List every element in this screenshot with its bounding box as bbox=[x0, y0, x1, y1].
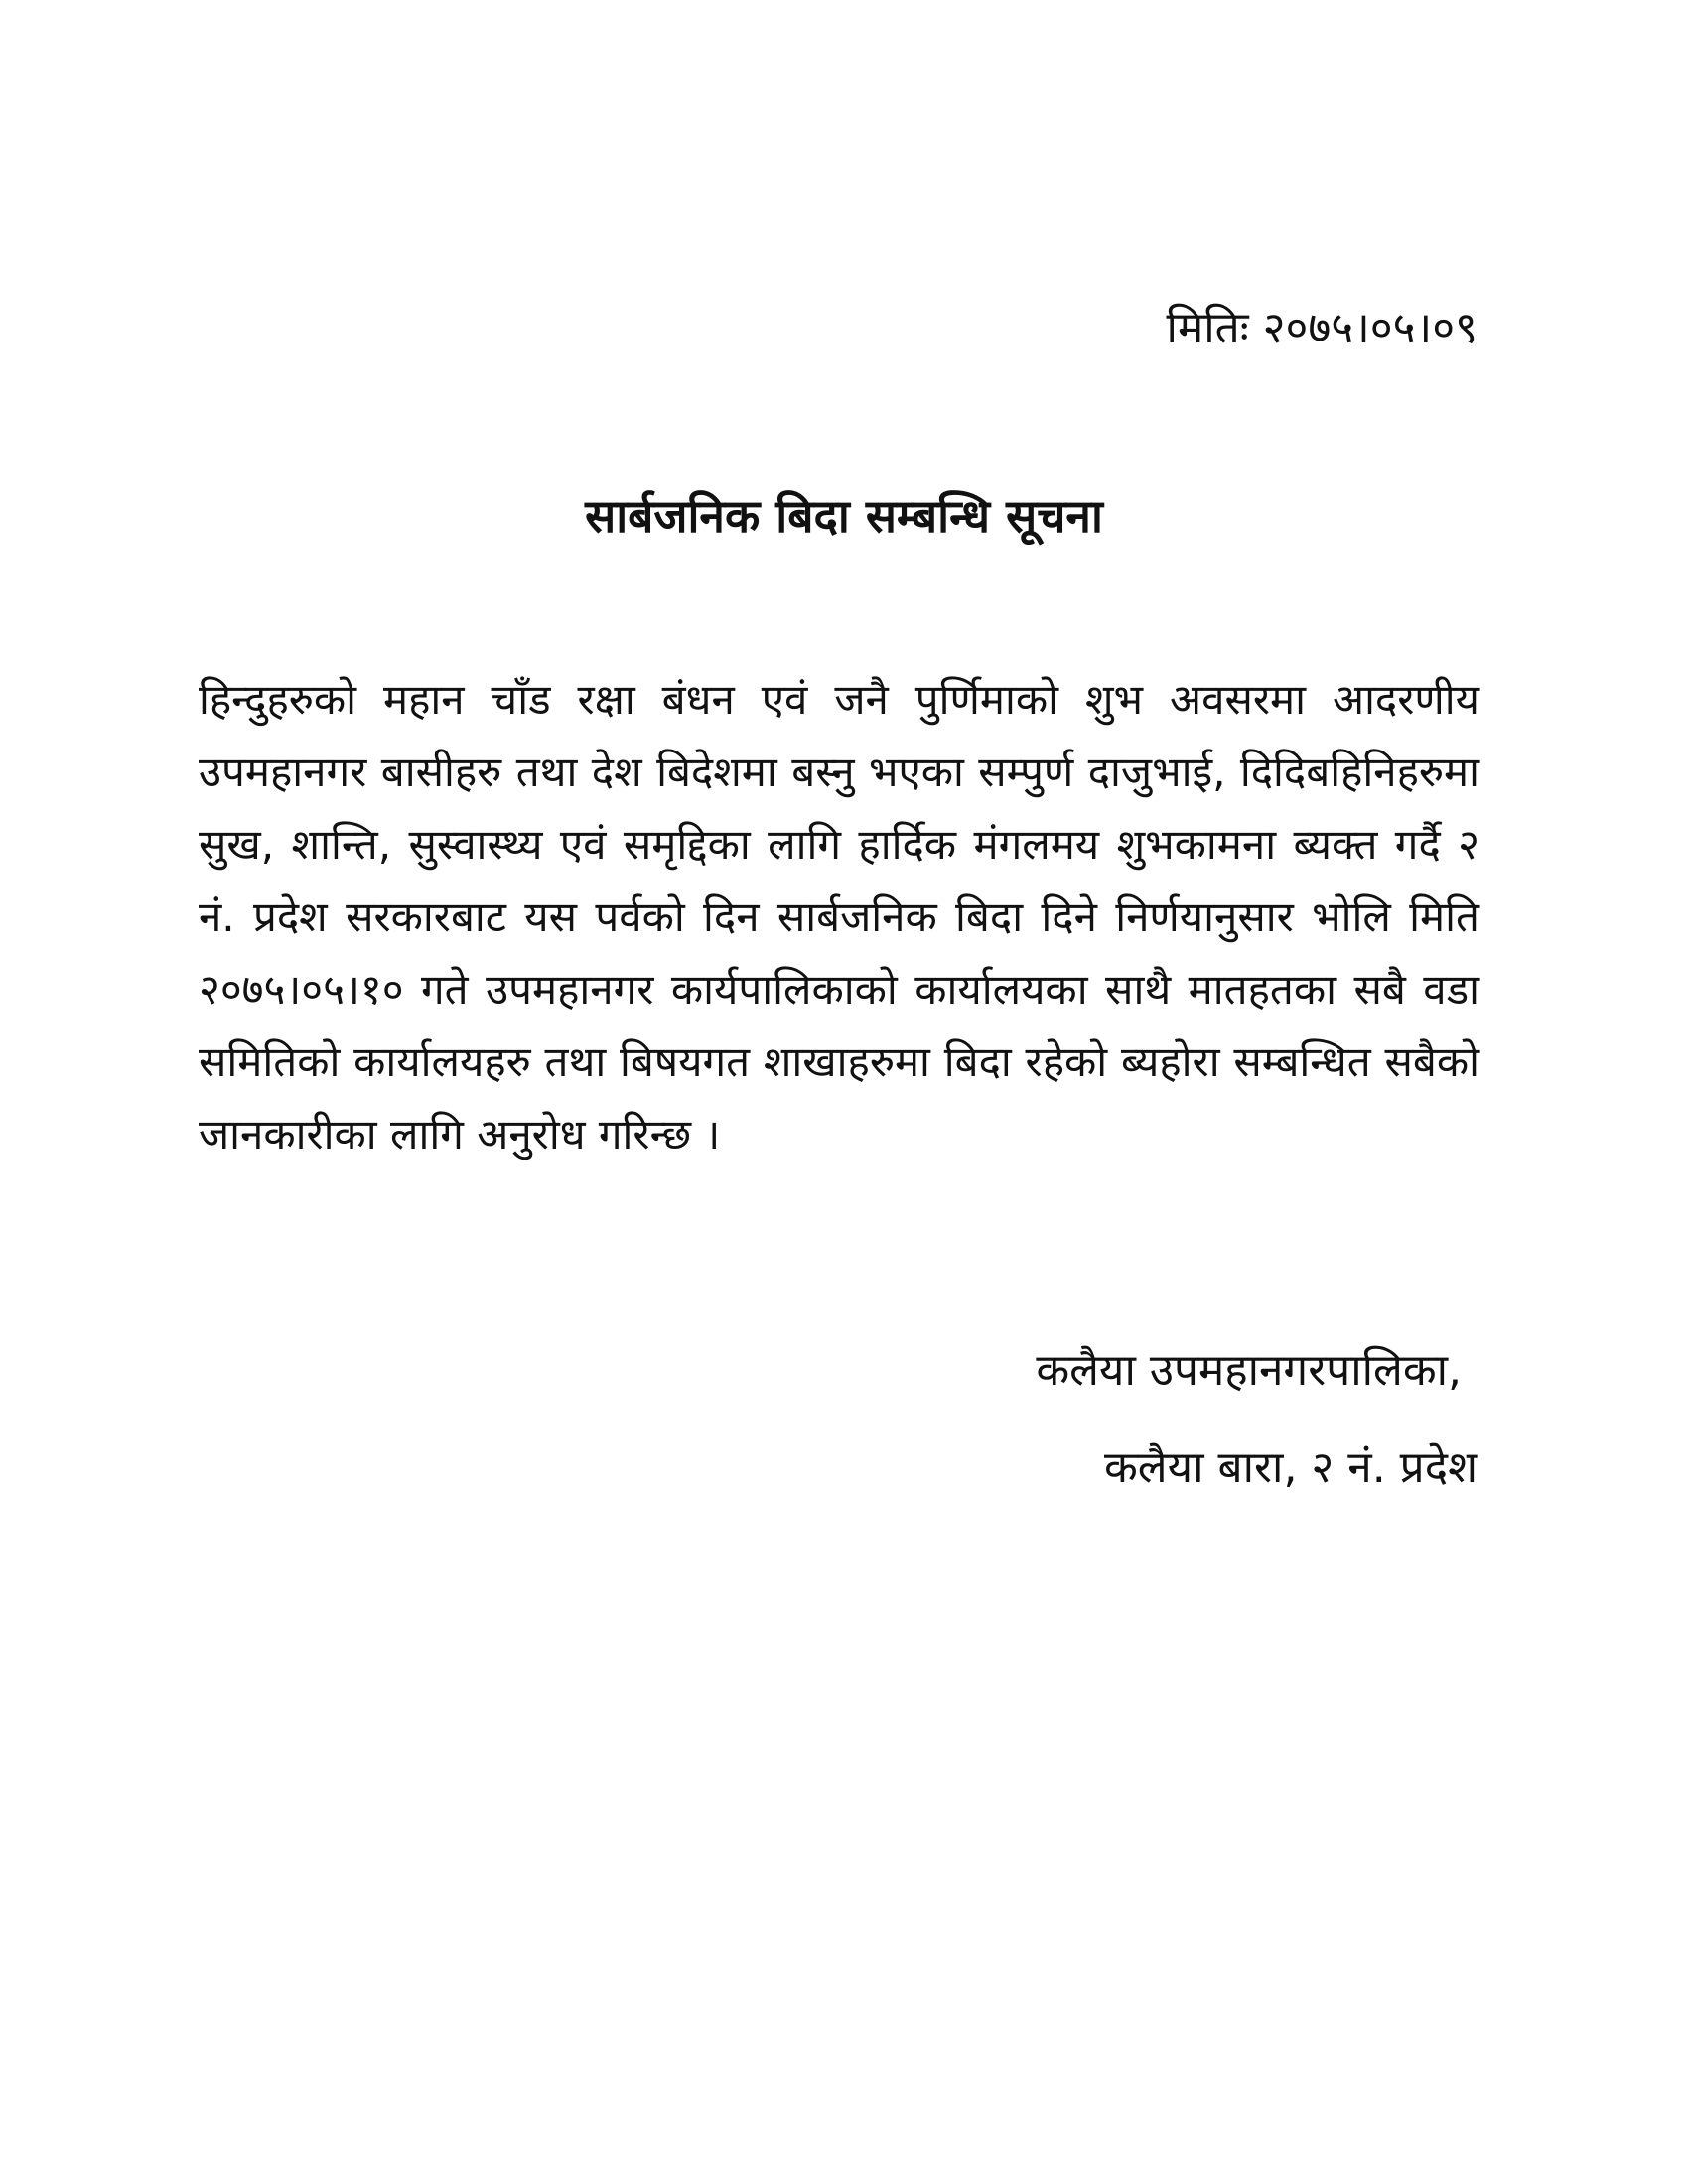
notice-date: मितिः २०७५।०५।०९ bbox=[1166, 303, 1477, 353]
signature-location: कलैया बारा, २ नं. प्रदेश bbox=[1104, 1442, 1477, 1493]
notice-title: सार्बजनिक बिदा सम्बन्धि सूचना bbox=[585, 489, 1103, 543]
signature-office: कलैया उपमहानगरपालिका, bbox=[1036, 1345, 1462, 1396]
notice-body: हिन्दुहरुको महान चाँड रक्षा बंधन एवं जनै पुर्णिमाको शुभ अवसरमा आदरणीय उपमहानगर बासीहरु तथा देश बिदेशमा बस्नु भएका सम्पुर्ण दाजुभाई, दिदिबहिनिहरुमा सुख, शान्ति, सुस्वास्थ्य एवं समृद्दिका लागि हार्दिक मंगलमय शुभकामना ब्यक्त गर्दै २ नं. प्रदेश सरकारबाट यस पर्वको दिन सार्बजनिक बिदा दिने निर्णयानुसार भोलि मिति २०७५।०५।१० गते उपमहानगर कार्यपालिकाको कार्यालयका साथै मातहतका सबै वडा समितिको कार्यालयहरु तथा बिषयगत शाखाहरुमा बिदा रहेको ब्यहोरा सम्बन्धित सबैको जानकारीका लागि अनुरोध गरिन्छ । bbox=[199, 675, 1479, 1159]
